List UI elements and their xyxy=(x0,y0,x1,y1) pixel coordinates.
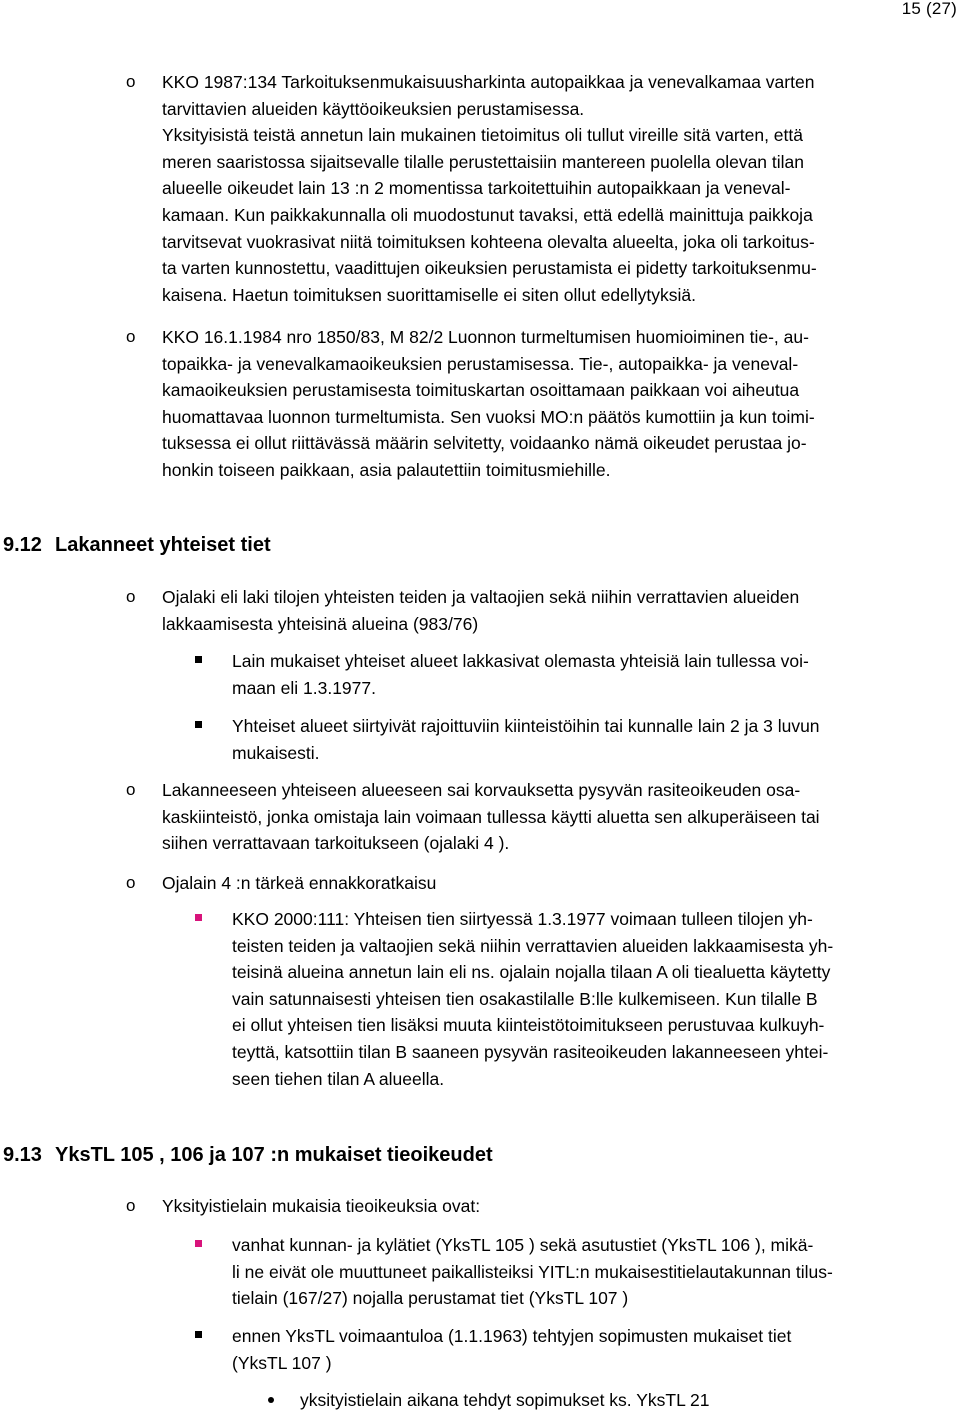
bullet-marker: o xyxy=(126,72,136,91)
text-line: meren saaristossa sijaitsevalle tilalle perustettaisiin mantereen puolella olevan tilan xyxy=(162,151,805,172)
text-line: Ojalain 4 :n tärkeä ennakkoratkaisu xyxy=(162,873,437,893)
bullet-marker: o xyxy=(126,780,136,799)
text-line: tuksessa ei ollut riittävässä määrin selvitetty, voidaanko nämä oikeudet perustaa jo- xyxy=(162,433,807,454)
text-line: tielain (167/27) nojalla perustamat tiet (YksTL 107 ) xyxy=(232,1288,629,1309)
bullet-marker: o xyxy=(126,587,136,606)
section-heading-9-12 xyxy=(3,532,271,558)
sub-item xyxy=(232,713,820,766)
lakanneeseen-item xyxy=(162,777,820,857)
page-number: 15 (27) xyxy=(901,0,957,18)
ojalaki-item xyxy=(162,584,799,637)
square-bullet-icon xyxy=(195,721,202,728)
text-line: teisten teiden ja valtaojien sekä niihin verrattavien alueiden lakkaamisesta yh- xyxy=(232,935,834,956)
text-line: tarvitsevat vuokrasivat niitä toimituksen kohteena olevalta alueelta, joka oli tarkoitus- xyxy=(162,231,815,252)
text-line: kaskiinteistö, jonka omistaja lain voimaan tullessa käytti aluetta sen alkuperäiseen tai xyxy=(162,806,820,827)
text-line: ennen YksTL voimaantuloa (1.1.1963) tehtyjen sopimusten mukaiset tiet xyxy=(232,1326,792,1346)
text-line: lakkaamisesta yhteisinä alueina (983/76) xyxy=(162,613,479,634)
text-line: teyttä, katsottiin tilan B saaneen pysyvän rasiteoikeuden lakanneeseen yhtei- xyxy=(232,1041,829,1062)
square-bullet-icon xyxy=(195,1240,202,1247)
section-number: 9.12 xyxy=(3,534,42,556)
sub-item xyxy=(232,906,833,1092)
section-number: 9.13 xyxy=(3,1144,42,1166)
text-line: seen tiehen tilan A alueella. xyxy=(232,1068,445,1089)
bullet-marker: o xyxy=(126,1196,136,1215)
text-line: Lain mukaiset yhteiset alueet lakkasivat olemasta yhteisiä lain tullessa voi- xyxy=(232,651,809,671)
text-line: KKO 16.1.1984 nro 1850/83, M 82/2 Luonnon turmeltumisen huomioiminen tie-, au- xyxy=(162,327,809,347)
kko-item-2 xyxy=(162,324,815,484)
text-line: KKO 1987:134 Tarkoituksenmukaisuusharkinta autopaikkaa ja venevalkamaa varten xyxy=(162,72,815,92)
text-line: maan eli 1.3.1977. xyxy=(232,677,376,698)
section-title: Lakanneet yhteiset tiet xyxy=(55,534,271,556)
ojalain-item xyxy=(162,870,436,897)
text-line: tarvittavien alueiden käyttöoikeuksien perustamisessa. xyxy=(162,98,585,119)
text-line: KKO 2000:111: Yhteisen tien siirtyessä 1.3.1977 voimaan tulleen tilojen yh- xyxy=(232,909,813,929)
text-line: Lakanneeseen yhteiseen alueeseen sai korvauksetta pysyvän rasiteoikeuden osa- xyxy=(162,780,801,800)
section-heading-9-13 xyxy=(3,1142,493,1168)
text-line: li ne eivät ole muuttuneet paikallisteiksi YITL:n mukaisestitielautakunnan tilus- xyxy=(232,1261,833,1282)
text-line: vain satunnaisesti yhteisen tien osakastilalle B:lle kulkemiseen. Kun tilalle B xyxy=(232,988,818,1009)
round-bullet-icon xyxy=(268,1397,274,1403)
text-line: kamaan. Kun paikkakunnalla oli muodostunut tavaksi, että edellä mainittuja paikkoja xyxy=(162,204,813,225)
bullet-marker: o xyxy=(126,873,136,892)
square-bullet-icon xyxy=(195,914,202,921)
text-line: vanhat kunnan- ja kylätiet (YksTL 105 ) sekä asutustiet (YksTL 106 ), mikä- xyxy=(232,1235,814,1255)
text-line: Yksityisistä teistä annetun lain mukainen tietoimitus oli tullut vireille sitä varten, että xyxy=(162,125,803,146)
text-line: yksityistielain aikana tehdyt sopimukset ks. YksTL 21 xyxy=(300,1390,710,1410)
text-line: Ojalaki eli laki tilojen yhteisten teiden ja valtaojien sekä niihin verrattavien alueiden xyxy=(162,587,800,607)
text-line: huomattavaa luonnon turmeltumista. Sen vuoksi MO:n päätös kumottiin ja kun toimi- xyxy=(162,406,815,427)
square-bullet-icon xyxy=(195,1331,202,1338)
text-line: siihen verrattavaan tarkoitukseen (ojalaki 4 ). xyxy=(162,833,510,854)
text-line: kaisena. Haetun toimituksen suorittamiselle ei siten ollut edellytyksiä. xyxy=(162,284,697,305)
text-line: topaikka- ja venevalkamaoikeuksien perustamisessa. Tie-, autopaikka- ja veneval- xyxy=(162,353,799,374)
text-line: alueelle oikeudet lain 13 :n 2 momentissa tarkoitettuihin autopaikkaan ja veneval- xyxy=(162,178,791,199)
text-line: ei ollut yhteisen tien lisäksi muuta kiinteistötoimitukseen perustuvaa kulkuyh- xyxy=(232,1015,825,1036)
text-line: teisinä alueina annetun lain eli ns. ojalain nojalla tilaan A oli tiealuetta käytetty xyxy=(232,962,831,983)
text-line: (YksTL 107 ) xyxy=(232,1352,332,1373)
text-line: kamaoikeuksien perustamisesta toimituskartan osoittamaan paikkaan voi aiheutua xyxy=(162,380,800,401)
text-line: ta varten kunnostettu, vaadittujen oikeuksien perustamista ei pidetty tarkoituksenmu- xyxy=(162,258,817,279)
bullet-marker: o xyxy=(126,327,136,346)
square-bullet-icon xyxy=(195,656,202,663)
sub-item xyxy=(232,1232,833,1312)
sub-item xyxy=(232,648,809,701)
text-line: honkin toiseen paikkaan, asia palautettiin toimitusmiehille. xyxy=(162,459,611,480)
section-title: YksTL 105 , 106 ja 107 :n mukaiset tieoikeudet xyxy=(55,1144,493,1166)
kko-item-1 xyxy=(162,69,817,308)
text-line: mukaisesti. xyxy=(232,742,320,763)
sub-sub-item xyxy=(300,1387,710,1414)
sub-item xyxy=(232,1323,791,1376)
tieoikeudet-item xyxy=(162,1193,480,1220)
text-line: Yksityistielain mukaisia tieoikeuksia ovat: xyxy=(162,1196,481,1216)
text-line: Yhteiset alueet siirtyivät rajoittuviin kiinteistöihin tai kunnalle lain 2 ja 3 luvun xyxy=(232,716,820,736)
